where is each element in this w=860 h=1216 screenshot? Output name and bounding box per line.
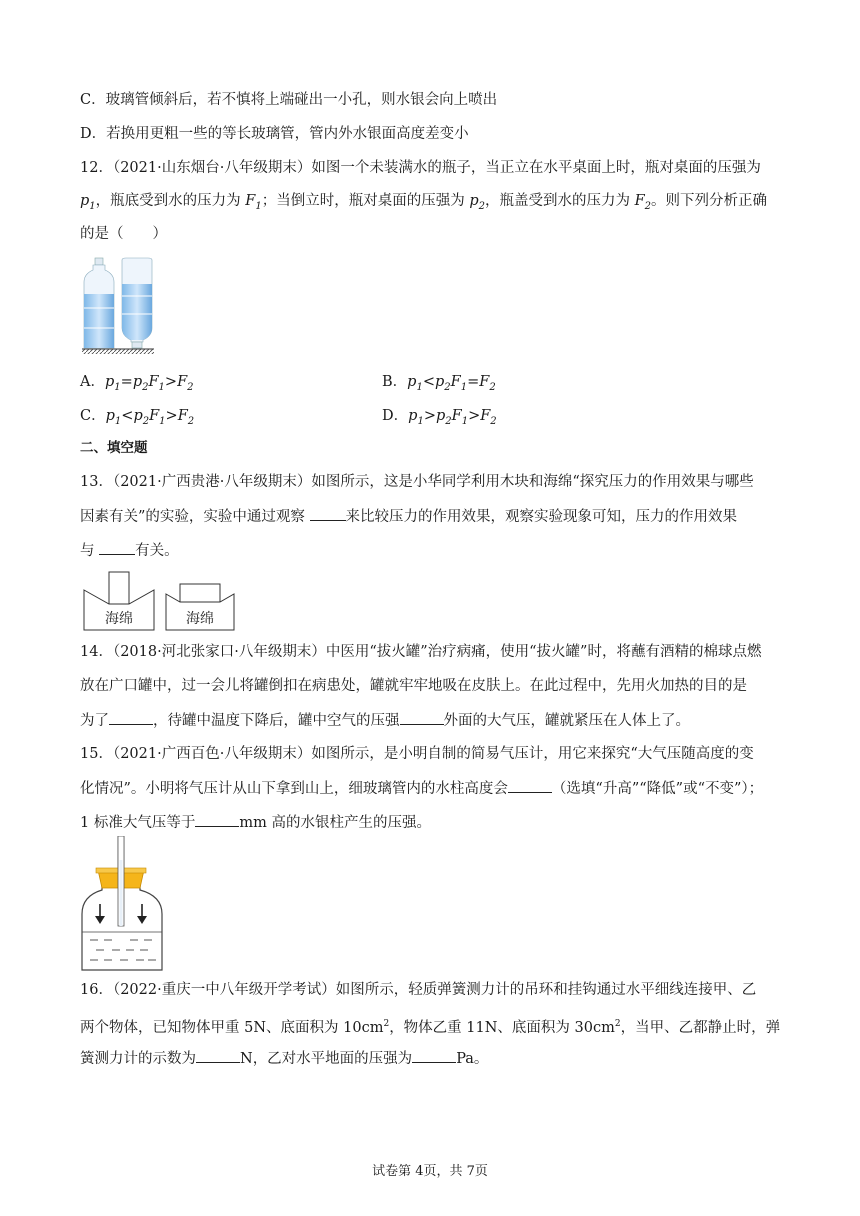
- sponge-label-1: 海绵: [105, 611, 133, 627]
- answer-blank: [109, 710, 153, 725]
- question-14-line1: 14．（2018·河北张家口·八年级期末）中医用“拔火罐”治疗病痛，使用“拔火罐”时，将蘸有酒精的棉球点燃: [80, 644, 762, 660]
- answer-blank: [400, 710, 444, 725]
- answer-blank: [508, 778, 552, 793]
- question-16-line3: 簧测力计的示数为 N，乙对水平地面的压强为 Pa。: [80, 1048, 488, 1069]
- option-d-q12: D．$p_1>p_2F_1>F_2$: [382, 408, 497, 427]
- question-13-line2: 因素有关”的实验，实验中通过观察 来比较压力的作用效果，观察实验现象可知，压力的作用效果: [80, 506, 737, 527]
- option-c-q12: C．$p_1<p_2F_1>F_2$: [80, 408, 195, 427]
- answer-blank: [196, 1048, 240, 1063]
- question-15-line1: 15．（2021·广西百色·八年级期末）如图所示，是小明自制的简易气压计，用它来探究“大气压随高度的变: [80, 746, 754, 762]
- bottles-figure: [82, 256, 154, 356]
- inverted-bottle: [122, 258, 152, 348]
- question-14-line2: 放在广口罐中，过一会儿将罐倒扣在病患处，罐就牢牢地吸在皮肤上。在此过程中，先用火加热的目的是: [80, 678, 747, 694]
- question-14-line3: 为了 ，待罐中温度下降后，罐中空气的压强 外面的大气压，罐就紧压在人体上了。: [80, 710, 690, 731]
- upright-bottle: [84, 258, 114, 348]
- question-16-line1: 16．（2022·重庆一中八年级开学考试）如图所示，轻质弹簧测力计的吊环和挂钩通过水平细线连接甲、乙: [80, 982, 757, 998]
- answer-blank: [412, 1048, 456, 1063]
- option-c-q11: C．玻璃管倾斜后，若不慎将上端碰出一小孔，则水银会向上喷出: [80, 92, 498, 108]
- barometer-figure: [80, 836, 164, 972]
- question-15-line2: 化情况”。小明将气压计从山下拿到山上，细玻璃管内的水柱高度会 （选填“升高”“降低”或“不变”）；: [80, 778, 763, 799]
- question-13-line3: 与 有关。: [80, 540, 179, 561]
- answer-blank: [99, 540, 135, 555]
- question-13-line1: 13．（2021·广西贵港·八年级期末）如图所示，这是小华同学利用木块和海绵“探究压力的作用效果与哪些: [80, 474, 754, 490]
- option-b-q12: B．$p_1<p_2F_1=F_2$: [382, 374, 496, 393]
- question-12-line2: $p_1$，瓶底受到水的压力为 $F_1$；当倒立时，瓶对桌面的压强为 $p_2$，瓶盖受到水的压力为 $F_2$。则下列分析正确: [80, 193, 768, 212]
- question-12-line3: 的是（ ）: [80, 226, 167, 242]
- question-12-line1: 12．（2021·山东烟台·八年级期末）如图一个未装满水的瓶子，当正立在水平桌面上时，瓶对桌面的压强为: [80, 160, 761, 176]
- answer-blank: [195, 812, 239, 827]
- sponge-label-2: 海绵: [186, 611, 214, 627]
- section-fill-in-title: 二、填空题: [80, 440, 148, 456]
- option-d-q11: D．若换用更粗一些的等长玻璃管，管内外水银面高度差变小: [80, 126, 469, 142]
- question-16-line2: 两个物体，已知物体甲重 5N、底面积为 $10cm^2$，物体乙重 11N、底面积为 $30cm^2$，当甲、乙都静止时，弹: [80, 1019, 781, 1036]
- answer-blank: [310, 506, 346, 521]
- option-a-q12: A．$p_1=p_2F_1>F_2$: [80, 374, 194, 393]
- sponge-figure: [82, 570, 240, 634]
- page-footer: 试卷第 4页，共 7页: [372, 1164, 488, 1179]
- question-15-line3: 1 标准大气压等于 mm 高的水银柱产生的压强。: [80, 812, 431, 833]
